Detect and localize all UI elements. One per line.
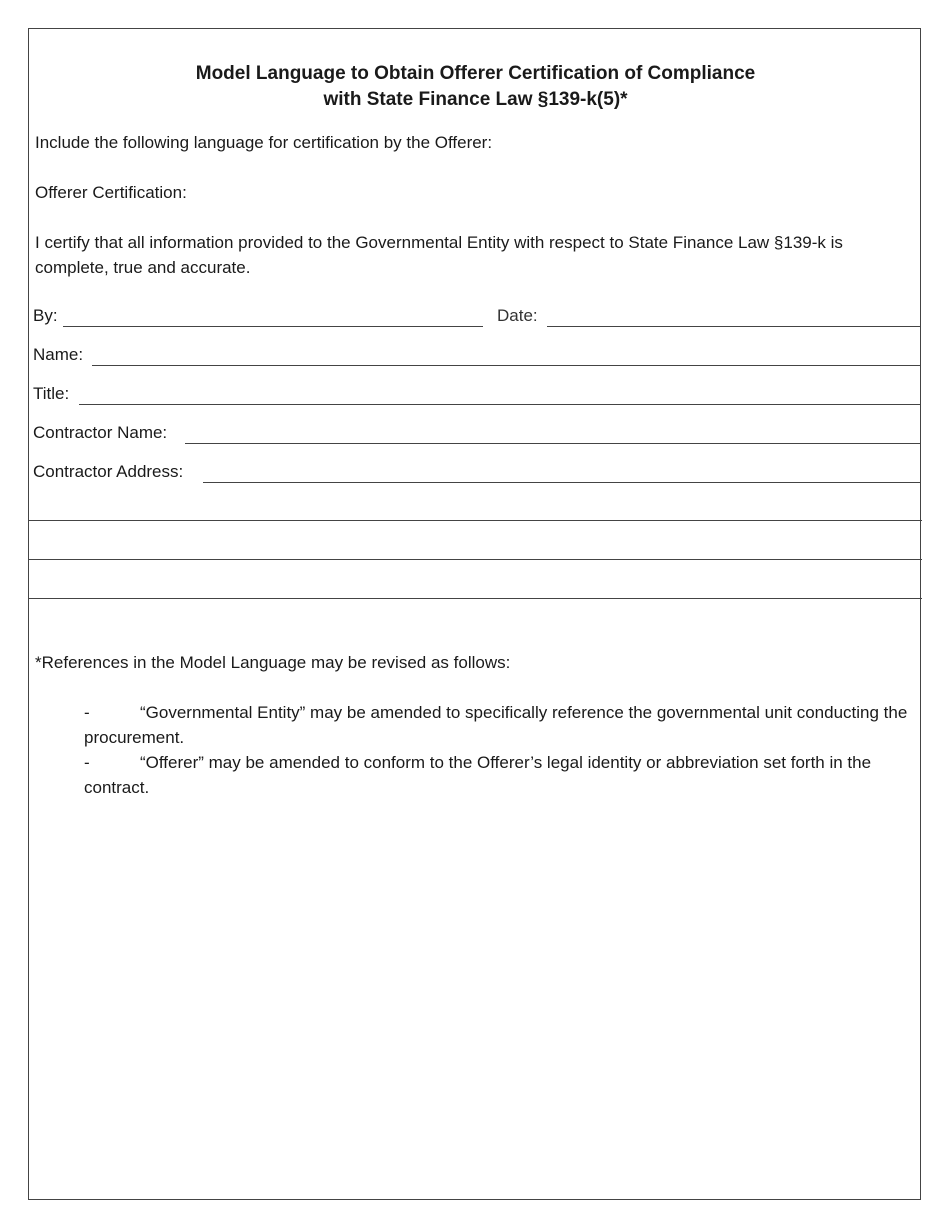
by-date-row xyxy=(33,297,921,327)
dash-marker: - xyxy=(84,703,90,722)
note-item xyxy=(84,750,912,800)
title-line-2: with State Finance Law §139-k(5)* xyxy=(323,89,628,110)
contractor-address-field[interactable] xyxy=(203,482,921,483)
by-label: By: xyxy=(33,306,58,325)
certification-text: I certify that all information provided to the Governmental Entity with respect to State Finance Law §139-k is complete, true and accurate. xyxy=(35,233,843,277)
certification-heading: Offerer Certification: xyxy=(35,183,187,202)
contractor-address-label: Contractor Address: xyxy=(33,462,184,481)
contractor-name-label: Contractor Name: xyxy=(33,423,168,442)
title-row xyxy=(33,375,921,405)
name-label: Name: xyxy=(33,345,84,364)
name-field[interactable] xyxy=(92,365,921,366)
contractor-name-row xyxy=(33,414,921,444)
address-line-2[interactable] xyxy=(29,520,922,521)
date-label: Date: xyxy=(497,306,538,325)
form-frame xyxy=(28,28,921,1200)
dash-marker: - xyxy=(84,753,90,772)
title-line-1: Model Language to Obtain Offerer Certification of Compliance xyxy=(195,63,756,84)
contractor-address-row xyxy=(33,453,921,483)
by-signature-field[interactable] xyxy=(63,326,483,327)
title-field[interactable] xyxy=(79,404,921,405)
contractor-name-field[interactable] xyxy=(185,443,921,444)
notes-heading: *References in the Model Language may be revised as follows: xyxy=(35,653,511,672)
note-text: “Offerer” may be amended to conform to the Offerer’s legal identity or abbreviation set forth in the contract. xyxy=(84,753,872,797)
title-label: Title: xyxy=(33,384,70,403)
note-item xyxy=(84,700,912,750)
document-title xyxy=(29,61,922,113)
address-line-4[interactable] xyxy=(29,598,922,599)
address-line-3[interactable] xyxy=(29,559,922,560)
name-row xyxy=(33,336,921,366)
note-text: “Governmental Entity” may be amended to specifically reference the governmental unit conducting the procurement. xyxy=(84,703,908,747)
date-field[interactable] xyxy=(547,326,921,327)
intro-text: Include the following language for certification by the Offerer: xyxy=(35,133,493,152)
